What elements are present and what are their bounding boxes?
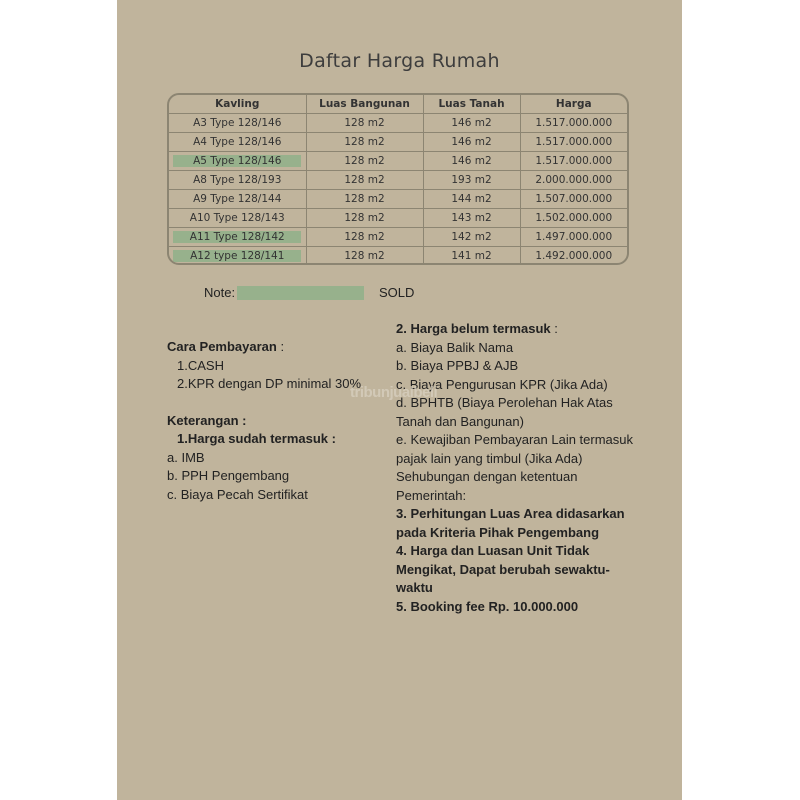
terms-point: 3. Perhitungan Luas Area didasarkan pada Kriteria Pihak Pengembang [396,506,625,540]
price-list-page [117,0,682,800]
luas-bangunan-cell: 128 m2 [306,114,423,133]
sold-legend-label: SOLD [379,285,415,300]
harga-cell: 1.502.000.000 [520,209,627,228]
kavling-cell: A11 Type 128/142 [169,228,306,247]
regulation-note: Sehubungan dengan ketentuan Pemerintah: [396,469,578,503]
payment-heading: Cara Pembayaran : [167,339,285,354]
table-header-row [169,95,627,114]
excluded-item: e. Kewajiban Pembayaran Lain termasuk pajak lain yang timbul (Jika Ada) [396,432,634,466]
luas-bangunan-cell: 128 m2 [306,133,423,152]
page-title: Daftar Harga Rumah [299,50,500,72]
column-header-harga: Harga [520,95,627,114]
terms-point: 5. Booking fee Rp. 10.000.000 [396,598,579,614]
excluded-item: b. Biaya PPBJ & AJB [396,358,519,373]
harga-cell: 2.000.000.000 [520,171,627,190]
included-item: b. PPH Pengembang [167,468,290,483]
luas-tanah-cell: 141 m2 [423,247,520,266]
kavling-cell: A5 Type 128/146 [169,152,306,171]
price-table-grid [169,95,627,265]
column-header-luas-bangunan: Luas Bangunan [306,95,423,114]
watermark: tribunjualbeli [350,384,438,401]
price-table [167,93,629,265]
table-row [169,228,627,247]
luas-bangunan-cell: 128 m2 [306,247,423,266]
kavling-cell: A3 Type 128/146 [169,114,306,133]
excluded-item: c. Biaya Pengurusan KPR (Jika Ada) [396,376,608,392]
column-header-kavling: Kavling [169,95,306,114]
kavling-cell: A8 Type 128/193 [169,171,306,190]
table-row [169,133,627,152]
luas-tanah-cell: 142 m2 [423,228,520,247]
payment-section [167,338,382,504]
excluded-item: d. BPHTB (Biaya Perolehan Hak Atas Tanah dan Bangunan) [396,395,613,429]
table-row [169,247,627,266]
keterangan-heading: Keterangan : [167,412,247,428]
harga-cell: 1.517.000.000 [520,114,627,133]
excluded-section [396,320,646,616]
excluded-item: a. Biaya Balik Nama [396,339,514,355]
harga-cell: 1.507.000.000 [520,190,627,209]
luas-bangunan-cell: 128 m2 [306,171,423,190]
table-row [169,209,627,228]
luas-tanah-cell: 143 m2 [423,209,520,228]
luas-tanah-cell: 146 m2 [423,152,520,171]
kavling-cell: A12 type 128/141 [169,247,306,266]
harga-cell: 1.517.000.000 [520,133,627,152]
kavling-cell: A10 Type 128/143 [169,209,306,228]
luas-tanah-cell: 144 m2 [423,190,520,209]
table-row [169,114,627,133]
harga-cell: 1.492.000.000 [535,250,613,262]
harga-cell: 1.497.000.000 [520,228,627,247]
included-heading: 1.Harga sudah termasuk : [177,431,336,446]
payment-option: 1.CASH [177,357,224,373]
included-item: c. Biaya Pecah Sertifikat [167,486,308,502]
sold-legend-swatch [237,286,364,300]
table-row [169,152,627,171]
included-item: a. IMB [167,449,205,465]
luas-bangunan-cell: 128 m2 [306,190,423,209]
luas-tanah-cell: 193 m2 [423,171,520,190]
terms-point: 4. Harga dan Luasan Unit Tidak Mengikat, Dapat berubah sewaktu-waktu [396,543,610,595]
kavling-cell: A9 Type 128/144 [169,190,306,209]
note-label: Note: [204,285,236,300]
luas-tanah-cell: 146 m2 [423,133,520,152]
luas-bangunan-cell: 128 m2 [306,228,423,247]
kavling-cell: A4 Type 128/146 [169,133,306,152]
excluded-heading: 2. Harga belum termasuk : [396,321,558,336]
luas-tanah-cell: 146 m2 [423,114,520,133]
table-row [169,171,627,190]
luas-bangunan-cell: 128 m2 [306,209,423,228]
luas-bangunan-cell: 128 m2 [306,152,423,171]
table-row [169,190,627,209]
harga-cell: 1.517.000.000 [520,152,627,171]
column-header-luas-tanah: Luas Tanah [423,95,520,114]
payment-option: 2.KPR dengan DP minimal 30% [177,376,362,391]
